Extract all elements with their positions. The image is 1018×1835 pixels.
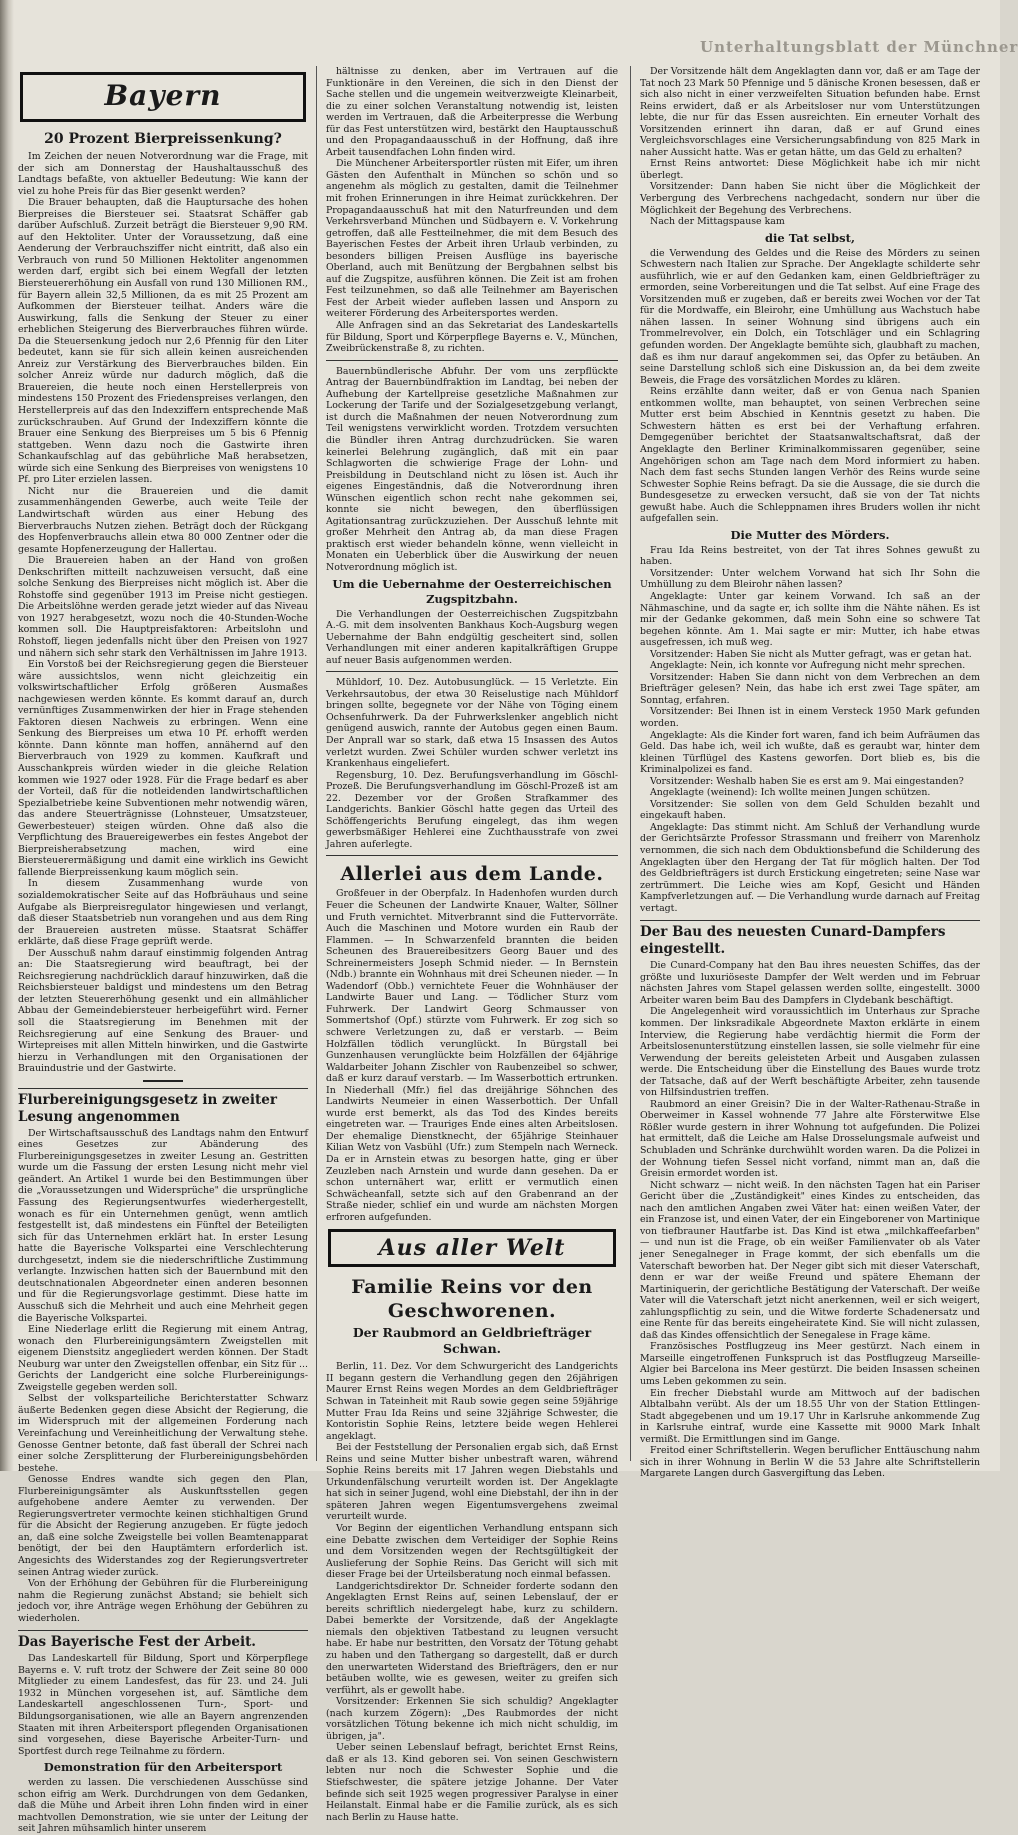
paragraph: Selbst der volksparteiliche Berichterstatter Schwarz äußerte Bedenken gegen diese Absicht der Regierung, die im Widerspruch mit der allgemeinen Forderung nach Vereinfachung und Vereinheitlichung der Verwaltung stehe. Genosse Gentner betonte, daß fast überall der Schrei nach einer solche Zersplitterung der Flurbereinigungsbehörden bestehe. — [18, 1393, 308, 1474]
paragraph: Vorsitzender: Haben Sie dann nicht von dem Verbrechen an dem Briefträger gelesen? Nein, das habe ich erst zwei Tage später, am Sonntag, erfahren. — [640, 671, 980, 706]
paragraph: Die Angelegenheit wird voraussichtlich im Unterhaus zur Sprache kommen. Der linksradikale Abgeordnete Maxton erklärte in einem Interview, die Regierung habe verdächtig hiermit die Form der Arbeitslosenunterstützung einstellen lassen, sie solle vielmehr für eine Verwendung der bereits geleisteten Arbeit und Ausgaben zulassen werde. Die Entscheidung über die Einstellung des Baues wurde trotz der Tatsache, daß auf der Werft beschäftigte Arbeiter, zehn tausende von Hilfsindustrien treffen. — [640, 1006, 980, 1099]
paragraph: Die Brauereien haben an der Hand von großen Denkschriften mitteilt nachzuweisen versucht, daß eine solche Senkung des Bierpreises nicht möglich ist. Aber die Rohstoffe sind gegenüber 1913 im Preise nicht gestiegen. Die Arbeitslöhne werden gerade jetzt wieder auf das Niveau von 1927 herabgesetzt, wozu noch die 40-Stunden-Woche kommen soll. Die Hauptpreisfaktoren: Arbeitslohn und Rohstoff, liegen jedenfalls nicht über den Preisen von 1927 und nähern sich sehr stark den Verhältnissen im Jahre 1913. — [18, 555, 308, 659]
paragraph: Ein Vorstoß bei der Reichsregierung gegen die Biersteuer wäre aussichtslos, wenn nicht gleichzeitig ein volkswirtschaftlicher Erfolg größeren Ausmaßes nachgewiesen werden könnte. Es kommt darauf an, durch vernünftiges Zusammenwirken der hier in Frage stehenden Faktoren diesen Nachweis zu erbringen. Wenn eine Senkung des Bierpreises um etwa 10 Pf. erhofft werden könnte. Dann könnte man hoffen, annähernd auf den Bierverbrauch von 1929 zu kommen. Kaufkraft und Ausschankpreis würden wieder in die gleiche Relation kommen wie 1927 oder 1928. Für die Frage bedarf es aber der Vorteil, daß für die notleidenden landwirtschaftlichen Spezialbetriebe keine Subventionen mehr notwendig wären, das andere Steuerträgnisse (Lohnsteuer, Umsatzsteuer, Gewerbesteuer) steigen würden. Ohne daß also die Verpflichtung des Brauereigewerbes ein festes Angebot der Bierpreisherabsetzung machen, wird eine Biersteuerermäßigung und damit eine wirklich ins Gewicht fallende Bierpreissenkung kaum möglich sein. — [18, 659, 308, 878]
column-2 — [326, 66, 618, 1823]
paragraph: Nicht schwarz — nicht weiß. In den nächsten Tagen hat ein Pariser Gericht über die „Zuständigkeit" eines Kindes zu entscheiden, das nach den amtlichen Angaben zwei Väter hat: einen weißen Vater, der ein Franzose ist, und einen Vater, der ein Eingeborener von Martinique von tiefbrauner Hautfarbe ist. Das Kind ist etwa „milchkaffeefarben" — und nun ist die Frage, ob ein weißer Familienvater ob als Vater jener Senegalneger in Frage kommt, der sich ebenfalls um die Vaterschaft beworben hat. Der Neger gibt sich mit dieser Vaterschaft, denn er war der weiße Freund und spätere Ehemann der Martiniquerin, der gerichtliche Bestätigung der Vaterschaft. Der weiße Vater will die Vaterschaft jetzt nicht anerkennen, weil er sich weigert, zahlungspflichtig zu sein, und die Witwe forderte Schadenersatz und eine Rente für das bereits eingeheiratete Kind. Sie will nicht zulassen, daß das Kindes offensichtlich der Senegalese in Frage käme. — [640, 1179, 980, 1341]
page-edge-shadow — [0, 0, 14, 1471]
separator — [143, 1080, 183, 1082]
column-3 — [640, 66, 980, 1480]
paragraph: Vor Beginn der eigentlichen Verhandlung entspann sich eine Debatte zwischen dem Verteidiger der Sophie Reins und dem Vorsitzenden wegen der Rechtsgültigkeit der Auslieferung der Sophie Reins. Das Gericht will sich mit dieser Frage bei der Urteilsberatung noch einmal befassen. — [326, 1522, 618, 1581]
paragraph: Angeklagte (weinend): Ich wollte meinen Jungen schützen. — [650, 787, 931, 799]
paragraph: Die Verhandlungen der Oesterreichischen Zugspitzbahn A.-G. mit dem insolventen Bankhaus Koch-Augsburg wegen Uebernahme der Bahn endgültig gescheitert sind, sollen Verhandlungen mit einer anderen kapitalkräftigen Gruppe auf neuer Basis aufgenommen werden. — [326, 608, 618, 666]
paragraph: Ein frecher Diebstahl wurde am Mittwoch auf der badischen Albtalbahn verübt. Als der um 18.55 Uhr von der Station Ettlingen-Stadt abgegebenen und um 19.17 Uhr in Karlsruhe ankommende Zug in Karlsruhe eintraf, wurde eine Kassette mit 9000 Mark Inhalt vermißt. Die Ermittlungen sind im Gange. — [640, 1387, 980, 1445]
paragraph: Nicht nur die Brauereien und die damit zusammenhängenden Gewerbe, auch weite Teile der Landwirtschaft würden aus einer Hebung des Bierverbrauchs Nutzen ziehen. Beträgt doch der Rückgang des Hopfenverbrauchs allein etwa 80 000 Zentner oder die gesamte Hopfenerzeugung der Hallertau. — [18, 485, 308, 555]
paragraph: Von der Erhöhung der Gebühren für die Flurbereinigung nahm die Regierung zunächst Abstand; sie behielt sich jedoch vor, ihre Anträge wegen Erhöhung der Gebühren zu wiederholen. — [18, 1578, 308, 1624]
paragraph: Der Vorsitzende hält dem Angeklagten dann vor, daß er am Tage der Tat noch 23 Mark 50 Pfennige und 5 dänische Kronen besessen, daß er sich also nicht in einer verzweifelten Situation befunden habe. Ernst Reins erwidert, daß er als Arbeitsloser nur vom Unterstützungen lebte, die nur für das Essen ausreichten. Ein erneuter Vorhalt des Vorsitzenden erinnert ihn daran, daß er auf Grund eines Vergleichsvorschlages eine Versicherungsabfindung von 825 Mark in naher Aussicht hatte. Was er getan hätte, um das Geld zu erhalten? — [640, 66, 980, 158]
paragraph: Vorsitzender: Erkennen Sie sich schuldig? Angeklagter (nach kurzem Zögern): „Des Raubmordes der nicht vorsätzlichen Tötung bekenne ich mich nicht schuldig, im übrigen, ja". — [326, 1696, 618, 1742]
paragraph: Die Münchener Arbeitersportler rüsten mit Eifer, um ihren Gästen den Aufenthalt in München so schön und so angenehm als möglich zu gestalten, damit die Teilnehmer mit frohen Erinnerungen in ihre Heimat zurückkehren. Der Propagandaausschuß hat mit den Naturfreunden und dem Verkehrsverband München und Südbayern e. V. Vorkehrung getroffen, daß alle Festteilnehmer, die mit dem Besuch des Bayerischen Festes der Arbeit ihren Urlaub verbinden, zu besonders billigen Preisen Ausflüge ins bayerische Oberland, auch mit Benützung der Bergbahnen selbst bis auf die Zugspitze, ausführen können. Die Zeit ist am frohen Fest teilzunehmen, so daß alle Teilnehmer am Bayerischen Fest der Arbeit wieder aufleben lassen und Ansporn zu weiterer Förderung des Arbeitersportes werden. — [326, 158, 618, 320]
subheadline-mutter: Die Mutter des Mörders. — [730, 527, 890, 542]
paragraph: Reins erzählte dann weiter, daß er von Genua nach Spanien entkommen wollte, man behauptet, von seinen Verbrechen seine Mutter erst beim Abschied in Kenntnis gesetzt zu haben. Die Schwestern hätten es erst bei der Verhaftung erfahren. Demgegenüber berichtet der Staatsanwaltschaftsrat, daß der Angeklagte den Berliner Kriminalkommissaren gegenüber, seine Angehörigen schon am Tage nach dem Mord informiert zu haben. Nach dem fast sechs Stunden langen Verhör des Reins wurde seine Schwester Sophie Reins befragt. Da sie die Aussage, die sie durch die Bundesgesetze zu erwecken versucht, daß sie von der Tat nichts gewußt habe. Auch die Schleppnamen ihres Bruders wollen ihr nicht aufgefallen sein. — [640, 386, 980, 525]
paragraph: werden zu lassen. Die verschiedenen Ausschüsse sind schon eifrig am Werk. Durchdrungen von dem Gedanken, daß die Mühe und Arbeit ihren Lohn finden wird in einer machtvollen Demonstration, wie sie unter der Leitung der seit Jahren mühsamlich hinter unserem — [18, 1777, 308, 1835]
paragraph: Vorsitzender: Haben Sie nicht als Mutter gefragt, was er getan hat. — [650, 648, 972, 660]
paragraph: die Verwendung des Geldes und die Reise des Mörders zu seinen Schwestern nach Italien zur Sprache. Der Angeklagte schilderte sehr ausführlich, wie er auf den Gedanken kam, einen Geldbriefträger zu ermorden, seine Vorbereitungen und die Tat selbst. Auf eine Frage des Vorsitzenden muß er zugeben, daß er bereits zwei Wochen vor der Tat für die Mordwaffe, ein Bleirohr, eine Umhüllung aus Wachstuch habe nähen lassen. In seiner Wohnung sind übrigens auch ein Trommelrevolver, ein Dolch, ein Totschläger und ein Schlagring gefunden worden. Der Angeklagte bemühte sich, glaubhaft zu machen, daß es ihm nur darauf angekommen sei, das Opfer zu betäuben. An seine Darstellung schloß sich eine Diskussion an, da bei dem zweite Beweis, die Frage des vorsätzlichen Mordes zu klären. — [640, 247, 980, 386]
paragraph: Die Cunard-Company hat den Bau ihres neuesten Schiffes, das der größte und luxuriöseste Dampfer der Welt werden und im Februar nächsten Jahres vom Stapel gelassen werden sollte, eingestellt. 3000 Arbeiter waren beim Bau des Dampfers in Clydebank beschäftigt. — [640, 960, 980, 1006]
paragraph: Freitod einer Schriftstellerin. Wegen beruflicher Enttäuschung nahm sich in ihrer Wohnung in Berlin W die 53 Jahre alte Schriftstellerin Margarete Langen durch Gasvergiftung das Leben. — [640, 1445, 980, 1480]
paragraph: In diesem Zusammenhang wurde von sozialdemokratischer Seite auf das Hofbräuhaus und seine Aufgabe als Bierpreisregulator hingewiesen und verlangt, daß dieser Staatsbetrieb nun vorangehen und aus dem Ring der Brauereien austreten müsse. Staatsrat Schäffer erklärte, daß diese Frage geprüft werde. — [18, 878, 308, 948]
paragraph: Landgerichtsdirektor Dr. Schneider forderte sodann den Angeklagten Ernst Reins auf, seinen Lebenslauf, der er bereits schriftlich niedergelegt habe, kurz zu schildern. Dabei bemerkte der Vorsitzende, daß der Angeklagte niemals den objektiven Tatbestand zu leugnen versucht habe. Er habe nur bestritten, den Vorsatz der Tötung gehabt zu haben und den Tathergang so dargestellt, daß er durch den unerwarteten Widerstand des Briefträgers, den er nur betäuben wollte, wie es gewesen, weiter zu greifen sich verführt, als er gewollt habe. — [326, 1580, 618, 1696]
headline-familie-reins: Familie Reins vor den Geschworenen. — [351, 1276, 593, 1323]
column-rule — [630, 66, 631, 1461]
paragraph: Ueber seinen Lebenslauf befragt, berichtet Ernst Reins, daß er als 13. Kind geboren sei. Von seinen Geschwistern lebten nur noch die Schwester Sophie und die Stiefschwester, die spätere jetzige Johanne. Der Vater befinde sich seit 1925 wegen progressiver Paralyse in einer Heilanstalt. Einmal habe er die Familie zurück, als es sich nach Berlin zu Hause hatte. — [326, 1742, 618, 1823]
paragraph: Der Ausschuß nahm darauf einstimmig folgenden Antrag an: Die Staatsregierung wird beauftragt, bei der Reichsregierung nachdrücklich darauf hinzuwirken, daß die Reichsbiersteuer baldigst und mindestens um den Betrag der letzten Steuererhöhung gesenkt und ein allmählicher Abbau der Gemeindebiersteuer herbeigeführt wird. Ferner soll die Staatsregierung im Benehmen mit der Reichsregierung auf eine Senkung des Brauer- und Wirtepreises mit allen Mitteln hinwirken, und die Gastwirte hierzu in Verhandlungen mit den Organisationen der Brauindustrie und der Gastwirte. — [18, 947, 308, 1075]
paragraph: Regensburg, 10. Dez. Berufungsverhandlung im Göschl-Prozeß. Die Berufungsverhandlung im Göschl-Prozeß ist am 22. Dezember vor der Großen Strafkammer des Landgerichts. Bankier Göschl hatte gegen das Urteil des Schöffengerichts Berufung eingelegt, das ihm wegen gewerbsmäßiger Hehlerei eine Zuchthausstrafe von zwei Jahren auferlegte. — [326, 769, 618, 850]
headline-bierpreis: 20 Prozent Bierpreissenkung? — [44, 131, 282, 147]
paragraph: Französisches Postflugzeug ins Meer gestürzt. Nach einem in Marseille eingetroffenen Funkspruch ist das Postflugzeug Marseille-Algier bei Barcelona ins Meer gestürzt. Die beiden Insassen scheinen ums Leben gekommen zu sein. — [640, 1341, 980, 1387]
masthead-faint: Unterhaltungsblatt der Münchner — [700, 38, 1018, 56]
paragraph: hältnisse zu denken, aber im Vertrauen auf die Funktionäre in den Vereinen, die sich in den Dienst der Sache stellen und die ungemein weitverzweigte Kleinarbeit, die zu einer solchen Veranstaltung notwendig ist, leisten werden im Vertrauen, daß die Arbeiterpresse die Werbung für das Fest unterstützen wird, bestärkt den Hauptausschuß und den Propagandaausschuß in der Hoffnung, daß ihre Arbeit tausendfachen Lohn finden wird. — [326, 66, 618, 158]
paragraph: Das Landeskartell für Bildung, Sport und Körperpflege Bayerns e. V. ruft trotz der Schwere der Zeit seine 80 000 Mitglieder zu einem Landesfest, das für 23. und 24. Juli 1932 in München vorgesehen ist, auf. Sämtliche dem Landeskartell angeschlossenen Turn-, Sport- und Bildungsorganisationen, wie alle an Bayern angrenzenden Staaten mit ihren Arbeitersport pflegenden Organisationen sind vorgesehen, diese Bayerische Arbeiter-Turn- und Sportfest durch rege Teilnahme zu fördern. — [18, 1653, 308, 1757]
paragraph: Raubmord an einer Greisin? Die in der Walter-Rathenau-Straße in Oberweimer in Kassel wohnende 77 Jahre alte Försterwitwe Else Rößler wurde gestern in ihrer Wohnung tot aufgefunden. Die Polizei hat ermittelt, daß die Leiche am Halse Drosselungsmale aufweist und Schubladen und Schränke durchwühlt worden waren. Da die Polizei in der Wohnung tiefen Sessel nicht vorfand, nimmt man an, daß die Greisin ermordet worden ist. — [640, 1098, 980, 1180]
paragraph: Vorsitzender: Weshalb haben Sie es erst am 9. Mai eingestanden? — [650, 775, 964, 787]
column-rule — [316, 66, 317, 1461]
paragraph: Bauernbündlerische Abfuhr. Der vom uns zerpflückte Antrag der Bauernbündfraktion im Landtag, bei neben der Aufhebung der Kartellpreise gesetzliche Maßnahmen zur Lockerung der Tarife und der Sozialgesetzgebung verlangt, ist durch die Maßnahmen der neuen Notverordnung zum Teil wenigstens verwirklicht worden. Trotzdem versuchten die Bündler ihren Antrag durchzudrücken. Sie waren keinerlei Belehrung zugänglich, daß mit ein paar Schlagworten die schwierige Frage der Lohn- und Preisbildung in Deutschland nicht zu lösen ist. Auch ihr eigenes Eingeständnis, daß die Notverordnung ihren Wünschen eigentlich schon recht nahe gekommen sei, konnte sie nicht bewegen, den überflüssigen Agitationsantrag zurückzuziehen. Der Ausschuß lehnte mit großer Mehrheit den Antrag ab, da man diese Fragen praktisch erst wieder behandeln könne, wenn vielleicht in Monaten ein Ueberblick über die Auswirkung der neuen Notverordnung möglich ist. — [326, 365, 618, 573]
paragraph: Berlin, 11. Dez. Vor dem Schwurgericht des Landgerichts II begann gestern die Verhandlung gegen den 26jährigen Maurer Ernst Reins wegen Mordes an dem Geldbriefträger Schwan in Tateinheit mit Raub sowie gegen seine 59jährige Mutter Frau Ida Reins und seine 32jährige Schwester, die Kontoristin Sophie Reins, letztere beide wegen Hehlerei angeklagt. — [326, 1361, 618, 1442]
headline-allerlei: Allerlei aus dem Lande. — [340, 863, 604, 886]
section-header-bayern: Bayern — [20, 72, 306, 122]
paragraph: Großfeuer in der Oberpfalz. In Hadenhofen wurden durch Feuer die Scheunen der Landwirte Knauer, Walter, Söllner und Fruth vernichtet. Mitverbrannt sind die Futtervorräte. Auch die Maschinen und Motore wurden ein Raub der Flammen. — In Schwarzenfeld brannten die beiden Scheunen des Brauereibesitzers Georg Bauer und des Schreinermeisters Joseph Schmid nieder. — In Bernstein (Ndb.) brannte ein Wohnhaus mit drei Scheunen nieder. — In Wadendorf (Obb.) vernichtete Feuer die Wohnhäuser der Landwirte Bauer und Lang. — Tödlicher Sturz vom Fuhrwerk. Der Landwirt Georg Schmausser von Sommertshof (Opf.) stürzte vom Fuhrwerk. Er zog sich so schwere Verletzungen zu, daß er verstarb. — Beim Holzfällen tödlich verunglückt. In Bürgstall bei Gunzenhausen verunglückte beim Holzfällen der 64jährige Waldarbeiter Johann Zischler von Raubenzeibel so schwer, daß er kurz darauf verstarb. — Im Wasserbottich ertrunken. In Niederhall (Mfr.) fiel das dreijährige Söhnchen des Landwirts Neumeier in einen Wasserbottich. Der Unfall wurde erst bemerkt, als das Tod des Kindes bereits eingetreten war. — Trauriges Ende eines alten Arbeitslosen. Der ehemalige Dienstknecht, der 65jährige Steinhauer Kilian Wetz von Vasbühl (Ufr.) zum Stempeln nach Werneck. Da er in Arnstein etwas zu besorgen hatte, ging er über Zeuzleben nach Arnstein und wurde dann gesehen. Da er schon unternähert war, erlitt er vermutlich einen Schwächeanfall, setzte sich auf den Grabenrand an der Straße nieder, schlief ein und wurde am nächsten Morgen erfroren aufgefunden. — [326, 888, 618, 1223]
paragraph: Angeklagte: Nein, ich konnte vor Aufregung nicht mehr sprechen. — [650, 660, 966, 672]
paragraph: Angeklagte: Unter gar keinem Vorwand. Ich saß an der Nähmaschine, und da sagte er, ich sollte ihm die Nähte nähen. Es ist mir der Gedanke gekommen, daß mein Sohn eine so schwere Tat begehen könnte. Am 1. Mai sagte er mir: Mutter, ich habe etwas ausgefressen, ich muß weg. — [640, 590, 980, 649]
paragraph: Angeklagte: Das stimmt nicht. Am Schluß der Verhandlung wurde der Gerichtsärzte Professor Strassmann und freiherr von Marenholz vernommen, die sich nach dem Obduktionsbefund die Schilderung des Angeklagten über den Hergang der Tat für möglich halten. Der Tod des Geldbriefträgers ist durch Erstickung eingetreten; seine Nase war zertrümmert. Die Leiche wies am Kopf, Gesicht und Händen Kampfverletzungen auf. — Die Verhandlung wurde darnach auf Freitag vertagt. — [640, 821, 980, 914]
paragraph: Mühldorf, 10. Dez. Autobusunglück. — 15 Verletzte. Ein Verkehrsautobus, der etwa 30 Reiselustige nach Mühldorf bringen sollte, begegnete vor der Nähe von Töging einem Ochsenfuhrwerk. Da der Fuhrwerkslenker angeblich nicht genügend auswich, rannte der Autobus gegen einen Baum. Der Anprall war so stark, daß etwa 15 Insassen des Autos verletzt wurden. Zwei Schüler wurden schwer verletzt ins Krankenhaus eingeliefert. — [326, 677, 618, 770]
headline-zugspitzbahn: Um die Uebernahme der Oesterreichischen Zugspitzbahn. — [332, 576, 612, 606]
paragraph: Vorsitzender: Unter welchem Vorwand hat sich Ihr Sohn die Umhüllung zu dem Bleirohr nähen lassen? — [640, 567, 980, 591]
column-1 — [18, 66, 308, 1835]
paragraph: Ernst Reins antwortet: Diese Möglichkeit habe ich mir nicht überlegt. — [640, 158, 980, 181]
paragraph: Frau Ida Reins bestreitet, von der Tat ihres Sohnes gewußt zu haben. — [640, 544, 980, 568]
paragraph: Genosse Endres wandte sich gegen den Plan, Flurbereinigungsämter als Auskunftsstellen gegen aufgehobene andere Aemter zu verwenden. Der Regierungsvertreter vermochte keinen stichhaltigen Grund für die Absicht der Regierung anzugeben. Er fügte jedoch an, daß eine solche Zweigstelle bei vollen Beamtenapparat benötigt, der bei den Hauptämtern erforderlich ist. Angesichts des Widerstandes zog der Regierungsvertreter seinen Antrag wieder zurück. — [18, 1474, 308, 1578]
paragraph: Bei der Feststellung der Personalien ergab sich, daß Ernst Reins und seine Mutter bisher unbestraft waren, während Sophie Reins bereits mit 17 Jahren wegen Diebstahls und Urkundenfälschung verurteilt worden ist. Der Angeklagte hat sich in seiner Jugend, wohl eine Diebstahl, der ihn in der späteren Jahren wegen Eigentumsvergehens zweimal verurteilt wurde. — [326, 1442, 618, 1523]
subheadline-die-tat: die Tat selbst, — [765, 230, 855, 245]
paragraph: Nach der Mittagspause kam — [650, 216, 785, 228]
headline-cunard: Der Bau des neuesten Cunard-Dampfers eingestellt. — [640, 920, 980, 958]
paragraph: Vorsitzender: Sie sollen von dem Geld Schulden bezahlt und eingekauft haben. — [640, 798, 980, 822]
paragraph: Im Zeichen der neuen Notverordnung war die Frage, mit der sich am Donnerstag der Haushaltausschuß des Landtags befaßte, von aktueller Bedeutung: Wie kann der viel zu hohe Preis für das Bier gesenkt werden? — [18, 151, 308, 197]
rule — [326, 855, 618, 856]
headline-fest-der-arbeit: Das Bayerische Fest der Arbeit. — [18, 1630, 308, 1651]
paragraph: Vorsitzender: Dann haben Sie nicht über die Möglichkeit der Verbergung des Verbrechens nachgedacht, sondern nur über die Möglichkeit der Begehung des Verbrechens. — [640, 181, 980, 216]
paragraph: Angeklagte: Als die Kinder fort waren, fand ich beim Aufräumen das Geld. Das habe ich, weil ich wußte, daß es geraubt war, hinter dem kleinen Türflügel des Kastens geworfen. Dort blieb es, bis die Kriminalpolizei es fand. — [640, 729, 980, 776]
section-header-aus-aller-welt: Aus aller Welt — [328, 1229, 616, 1267]
subheadline-raubmord: Der Raubmord an Geldbriefträger Schwan. — [352, 1325, 592, 1357]
paragraph: Die Brauer behaupten, daß die Hauptursache des hohen Bierpreises die Biersteuer sei. Staatsrat Schäffer gab darüber Aufschluß. Zurzeit beträgt die Biersteuer 9,90 RM. auf den Hektoliter. Unter der Voraussetzung, daß eine Aenderung der Verbrauchsziffer nicht eintritt, daß also ein Verbrauch von rund 50 Millionen Hektoliter angenommen werden darf, ergibt sich bei einem Wegfall der letzten Biersteuererhöhung ein Ausfall von rund 130 Millionen RM., für Bayern allein 32,5 Millionen, da es mit 25 Prozent am Aufkommen der Biersteuer teilhat. Anders wäre die Auswirkung, falls die Senkung der Steuer zu einer erheblichen Steigerung des Bierverbrauches führen würde. Da die Steuersenkung jedoch nur 2,6 Pfennig für den Liter bedeutet, kann sie für sich allein keinen ausreichenden Anreiz zur Verstärkung des Bierverbrauches bilden. Ein solcher Anreiz würde nur dadurch möglich, daß die Brauereien, die heute noch einen Herstellerpreis von mindestens 150 Prozent des Friedenspreises verlangen, den Herstellerpreis auf das den Indexziffern entsprechende Maß zurückschrauben. Auf Grund der Indexziffern könnte die Brauer eine Senkung des Bierpreises um 5 bis 6 Pfennig stattgeben. Wenn dazu noch die Gastwirte ihren Schankaufschlag auf das gebührliche Maß herabsetzen, würde sich eine Senkung des Bierpreises von wenigstens 10 Pf. pro Liter erzielen lassen. — [18, 197, 308, 486]
subheadline-demonstration: Demonstration für den Arbeitersport — [43, 1760, 283, 1775]
paragraph: Der Wirtschaftsausschuß des Landtags nahm den Entwurf eines Gesetzes zur Abänderung des Flurbereinigungsgesetzes in zweiter Lesung an. Gestritten wurde um die Fassung der ersten Lesung nicht mehr viel geändert. An Artikel 1 wurde bei den Bestimmungen über die „Voraussetzungen und Widersprüche" die ursprüngliche Fassung des Regierungsentwurfes wiederhergestellt, wonach es für ein Unternehmen genügt, wenn amtlich festgestellt ist, daß mindestens ein Fünftel der Beteiligten sich für das Unternehmen erklärt hat. In erster Lesung hatte die Bayerische Volkspartei eine Verschlechterung durchgesetzt, indem sie die niederschriftliche Zustimmung verlangte. Inzwischen hatten sich der Bauernbund mit den deutschnationalen Abgeordneter einen anderen besonnen und für die Regierungsvorlage gestimmt. Diese hatte im Ausschuß sich die Mehrheit und auch eine Mehrheit gegen die Bayerische Volkspartei. — [18, 1127, 308, 1324]
paragraph: Eine Niederlage erlitt die Regierung mit einem Antrag, wonach den Flurbereinigungsämtern Zweigstellen mit eigenem Dienstsitz angegliedert werden können. Der Stadt Neuburg war unter den Zweigstellen offenbar, ein Sitz für ... Gerichts der Landgericht eine solche Flurbereinigungs-Zweigstelle gegeben werden soll. — [18, 1324, 308, 1393]
paragraph: Alle Anfragen sind an das Sekretariat des Landeskartells für Bildung, Sport und Körperpflege Bayerns e. V., München, Zweibrückenstraße 8, zu richten. — [326, 320, 618, 355]
rule — [326, 671, 618, 672]
rule — [326, 360, 618, 361]
headline-flurbereinigung: Flurbereinigungsgesetz in zweiter Lesung angenommen — [18, 1088, 308, 1126]
paragraph: Vorsitzender: Bei Ihnen ist in einem Versteck 1950 Mark gefunden worden. — [640, 706, 980, 729]
